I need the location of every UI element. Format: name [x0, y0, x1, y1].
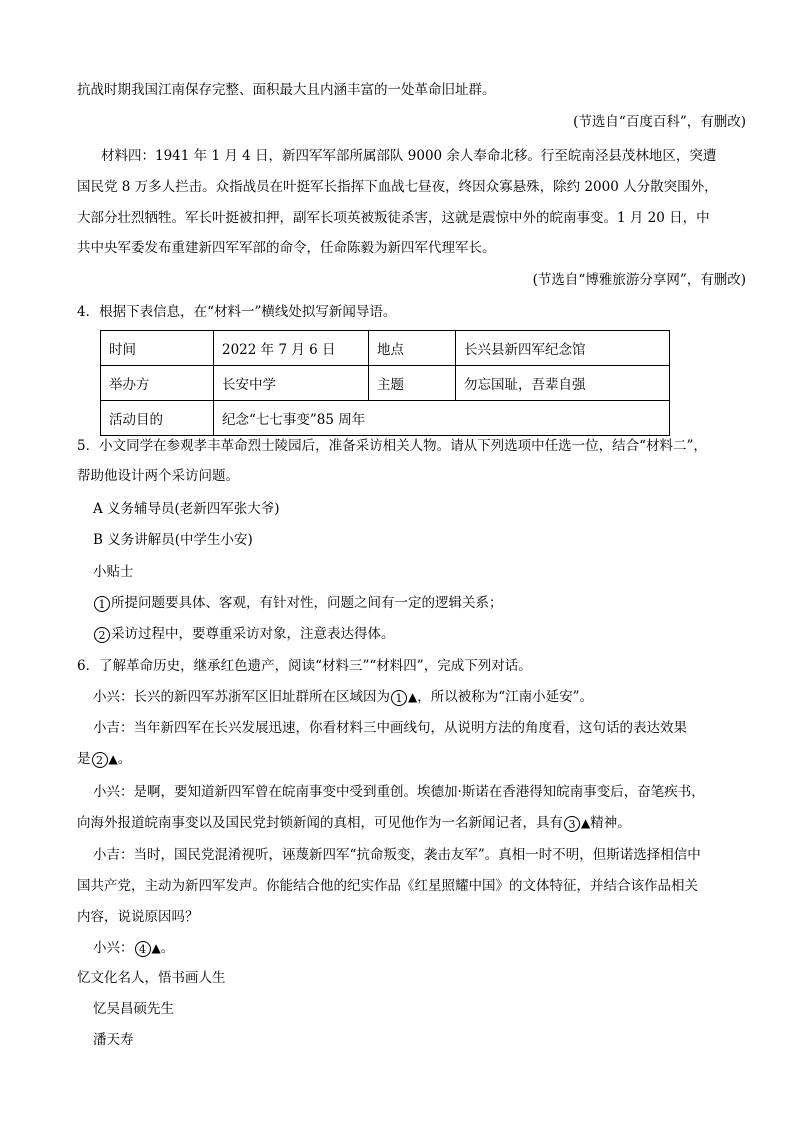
table-cell: 地点 [369, 331, 456, 366]
blank-triangle-icon: ▲ [151, 941, 161, 955]
info-table [100, 330, 670, 436]
text-line: 抗战时期我国江南保存完整、面积最大且内涵丰富的一处革命旧址群。 [77, 82, 496, 98]
circled-number: 2 [94, 627, 110, 643]
blank-triangle-icon: ▲ [108, 752, 118, 766]
dialogue-text: 。 [160, 940, 175, 956]
text-line: 国民党 8 万多人拦击。众指战员在叶挺军长指挥下血战七昼夜，终因众寡悬殊，除约 2000 人分散突围外， [77, 179, 718, 195]
table-cell: 长安中学 [214, 366, 369, 401]
dialogue-line: 内容，说说原因吗？ [77, 909, 199, 925]
circled-number: 4 [135, 941, 151, 957]
dialogue-text: 精神。 [590, 815, 631, 831]
table-row [101, 401, 670, 436]
tip-item [93, 624, 395, 644]
circled-number: 2 [92, 752, 108, 768]
circled-number: 1 [94, 596, 110, 612]
tip-text: 所提问题要具体、客观，有针对性，问题之间有一定的逻辑关系； [111, 595, 503, 611]
table-cell: 活动目的 [101, 401, 214, 436]
article-title: 忆吴昌硕先生 [93, 1001, 174, 1017]
article-author: 潘天寿 [93, 1032, 134, 1048]
tip-text: 采访过程中，要尊重采访对象，注意表达得体。 [111, 626, 395, 642]
dialogue-text: 是 [77, 751, 91, 767]
text-line: 帮助他设计两个采访问题。 [77, 468, 239, 484]
dialogue-text: 向海外报道皖南事变以及国民党封锁新闻的真相，可见他作为一名新闻记者，具有 [77, 815, 563, 831]
dialogue-line [77, 749, 131, 769]
tip-heading: 小贴士 [93, 564, 134, 580]
table-cell: 举办方 [101, 366, 214, 401]
text-line: 共中央军委发布重建新四军军部的命令，任命陈毅为新四军代理军长。 [77, 240, 496, 256]
circled-number: 1 [391, 690, 407, 706]
option-b: B 义务讲解员(中学生小安) [93, 532, 253, 548]
dialogue-text: 。 [117, 751, 132, 767]
dialogue-line [93, 687, 593, 707]
table-cell: 主题 [369, 366, 456, 401]
dialogue-line: 小吉：当时，国民党混淆视听，诬蔑新四军“抗命叛变，袭击友军”。真相一时不明，但斯诺选择相信中 [93, 847, 701, 863]
table-cell: 2022 年 7 月 6 日 [214, 331, 369, 366]
dialogue-line: 国共产党，主动为新四军发声。你能结合他的纪实作品《红星照耀中国》的文体特征，并结合该作品相关 [77, 878, 698, 894]
table-cell: 时间 [101, 331, 214, 366]
tip-item [93, 593, 503, 613]
dialogue-text: 小兴：长兴的新四军苏浙军区旧址群所在区域因为 [93, 689, 390, 705]
material-four: 材料四：1941 年 1 月 4 日，新四军军部所属部队 9000 余人奉命北移。行至皖南泾县茂林地区，突遭 [101, 148, 717, 164]
section-heading: 忆文化名人，悟书画人生 [77, 970, 226, 986]
dialogue-text: ，所以被称为“江南小延安”。 [417, 689, 594, 705]
table-cell: 纪念“七七事变”85 周年 [214, 401, 670, 436]
table-row [101, 331, 670, 366]
blank-triangle-icon: ▲ [581, 816, 591, 830]
option-a: A 义务辅导员(老新四军张大爷) [93, 501, 280, 517]
blank-triangle-icon: ▲ [408, 690, 418, 704]
dialogue-line: 小吉：当年新四军在长兴发展迅速，你看材料三中画线句，从说明方法的角度看，这句话的表达效果 [93, 720, 687, 736]
table-cell: 长兴县新四军纪念馆 [456, 331, 670, 366]
dialogue-line: 小兴：是啊，要知道新四军曾在皖南事变中受到重创。埃德加·斯诺在香港得知皖南事变后，奋笔疾书， [93, 784, 705, 800]
text-line: 大部分壮烈牺牲。军长叶挺被扣押，副军长项英被叛徒杀害，这就是震惊中外的皖南事变。1 月 20 日，中 [77, 210, 710, 226]
source-note: (节选自“百度百科”，有删改) [573, 114, 746, 130]
table-cell: 勿忘国耻，吾辈自强 [456, 366, 670, 401]
source-note: (节选自“博雅旅游分享网”，有删改) [532, 272, 746, 288]
question-4: 4．根据下表信息，在“材料一”横线处拟写新闻导语。 [77, 304, 397, 320]
question-5: 5．小文同学在参观孝丰革命烈士陵园后，准备采访相关人物。请从下列选项中任选一位，结合“材料二”， [77, 438, 707, 454]
table-row [101, 366, 670, 401]
circled-number: 3 [564, 816, 580, 832]
dialogue-line [93, 938, 174, 958]
dialogue-text: 小兴： [93, 940, 134, 956]
question-6: 6．了解革命历史，继承红色遗产，阅读“材料三”“材料四”，完成下列对话。 [77, 658, 532, 674]
dialogue-line [77, 813, 631, 833]
